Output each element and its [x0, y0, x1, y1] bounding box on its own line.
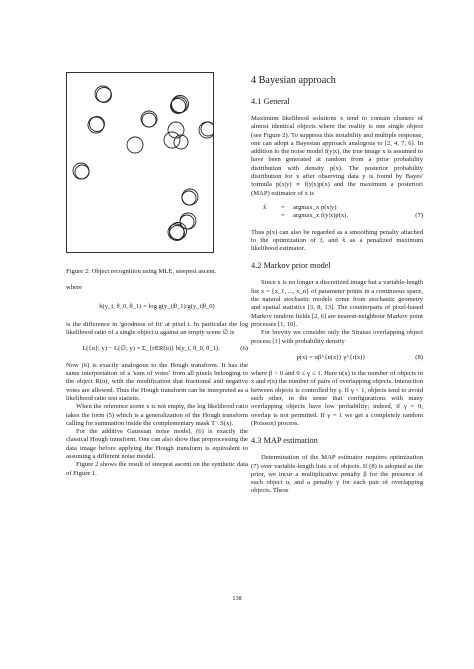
paragraph-left-5: Figure 2 shows the result of steepest ascent on the synthetic data of Figure 1.	[66, 461, 248, 477]
equation-7-equals-2: =	[281, 212, 285, 220]
equation-7-number: (7)	[415, 212, 423, 220]
paragraph-left-4: For the additive Gaussian noise model, (6) is exactly the classical Hough transform. One can also show that preprocessing the data image before applying the Hough transform is equivalent to assuming a different noise model.	[66, 428, 248, 461]
equation-6-row	[66, 345, 248, 353]
paragraph-left-2: Now (6) is exactly analogous to the Hough transform. It has the same interpretation of a 'sum of votes' from all pixels belonging to the object R(u), with the modification that fractional and negative votes are allowed. Thus the Hough transform can be interpreted as a likelihood ratio test statistic.	[66, 361, 248, 402]
paragraph-right-3: Since x is no longer a discretized image but a variable-length list x = {x_1, ..., x_n} of parameter points in a continuous space, the natural stochastic models come from stochastic geometry and spatial statistics [3, 8, 13]. The counterparts of pixel-based Markov random fields [2, 6] are nearest-neighbour Markov point processes [1, 10].	[251, 279, 423, 328]
equation-8-row	[251, 354, 423, 362]
section-heading: 4 Bayesian approach	[251, 75, 336, 86]
paragraph-right-6: Determination of the MAP estimator requires optimization (7) over variable-length lists x of objects. If (8) is adopted as the prior, we incur a multiplicative penalty β for the presence of each object u, and a penalty γ for each pair of overlapping objects. These	[251, 454, 423, 495]
right-column	[251, 72, 423, 496]
equation-5: h(y_t, θ_0, θ_1) = log g(y_t|θ_1)/g(y_t|θ_0)	[99, 302, 215, 310]
equation-7-rhs-1: argmax_x p(x|y)	[293, 203, 337, 211]
paragraph-right-1: Maximum likelihood solutions x tend to contain clusters of almost identical objects where the reality is one single object (see Figure 2). To suppress this instability and multiple response, one can adopt a Bayesian approach analogous to [2, 4, 7, 6]. In addition to the noise model f(y|x), the true image x is assumed to have been generated at random from a prior probability distribution with density p(x). The posterior probability distribution for x after observing data y is found by Bayes' formula p(x|y) ∝ f(y|x)p(x) and the maximum a posteriori (MAP) estimator of x is	[251, 115, 423, 197]
subsection-heading-markov: 4.2 Markov prior model	[251, 261, 331, 271]
paragraph-right-4: For brevity we consider only the Strauss overlapping object process [1] with probability density	[251, 329, 423, 345]
equation-7-rhs-2: argmax_x f(y|x)p(x).	[293, 212, 349, 220]
paragraph-left-3: When the reference scene x is not empty, the log likelihood ratio takes the form (5) which is a generalization of the Hough transform calling for summation inside the complementary mask T \ S(x).	[66, 403, 248, 427]
equation-8-number: (8)	[415, 353, 423, 361]
equation-6: L({u}; y) − L(∅; y) = Σ_{t∈R(u)} h(y_t, θ_0, θ_1).	[82, 345, 220, 353]
equation-7-equals-1: =	[281, 203, 285, 211]
equation-7	[263, 204, 423, 221]
subsection-heading-map: 4.3 MAP estimation	[251, 436, 318, 446]
paragraph-right-2: Thus p(x) can also be regarded as a smoothing penalty attached to the optimization of f, and x̂ as a penalized maximum likelihood estimator.	[251, 228, 423, 253]
left-column	[66, 72, 248, 478]
equation-7-lhs: x̂	[263, 203, 267, 211]
paragraph-left-1: is the difference in 'goodness of fit' at pixel t. In particular the log likelihood ratio of a single object u against an empty scene ∅ is	[66, 320, 248, 337]
subsection-heading-general: 4.1 General	[251, 97, 290, 106]
paragraph-right-5: where β > 0 and 0 ≤ γ ≤ 1. Here n(x) is the number of objects in x and r(x) the number of pairs of overlapping objects. Interaction between objects is controlled by γ. If γ < 1, objects tend to avoid each other, in the sense that configurations with many overlapping objects have low probability; indeed, if γ = 0, overlap is not permitted. If γ = 1 we get a completely random (Poisson) process.	[251, 370, 423, 427]
circles-illustration	[67, 73, 213, 252]
where-text: where	[66, 284, 83, 292]
figure-caption: Figure 2: Object recognition using MLE, steepest ascent.	[66, 268, 217, 275]
figure-2-image	[66, 72, 214, 253]
equation-8: p(x) = αβ^{n(x)} γ^{r(x)}	[296, 353, 366, 361]
equation-6-number: (6)	[240, 345, 248, 353]
page-number: 138	[232, 595, 242, 602]
